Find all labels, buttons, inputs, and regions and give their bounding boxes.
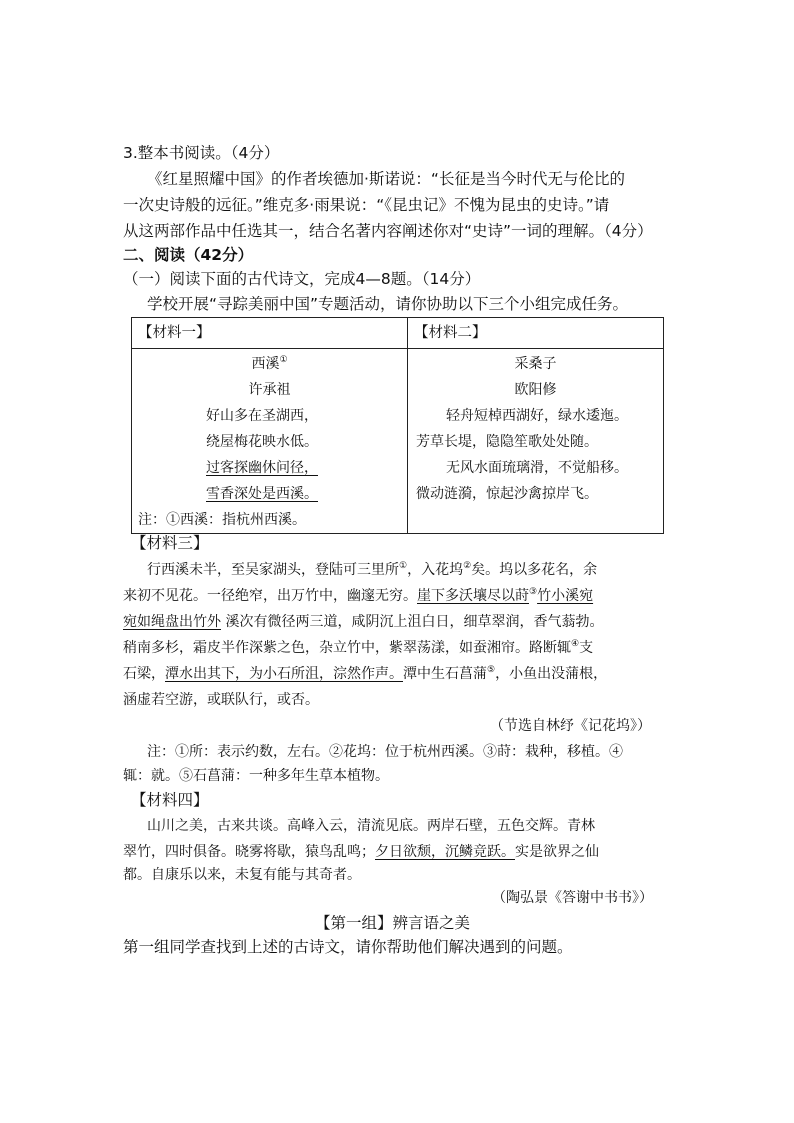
material-3-line-2-a: 来初不见花。一径绝窄，出万竹中，幽邃无穷。 xyxy=(123,588,417,604)
poem-1-title-note: ① xyxy=(279,355,288,365)
material-2-cell xyxy=(408,349,664,534)
material-4-line-2-b: 实是欲界之仙 xyxy=(515,844,599,860)
section-2-heading: 二、阅读（42分） xyxy=(123,246,254,264)
footnote-ref-4: ④ xyxy=(571,639,580,649)
group-1-text: 第一组同学查找到上述的古诗文，请你帮助他们解决遇到的问题。 xyxy=(123,938,573,956)
footnote-ref-1: ① xyxy=(399,561,408,571)
material-3-line-3-underlined: 宛如绳盘出竹外 xyxy=(123,614,221,630)
material-3-line-2 xyxy=(123,585,593,607)
material-3-line-2-underlined: 崖下多沃壤尽以莳 xyxy=(417,588,529,604)
material-3-line-2-underlined-2: 竹小溪宛 xyxy=(537,588,594,604)
material-3-line-4 xyxy=(123,637,593,659)
material-4-line-3: 都。自康乐以来，未复有能与其奇者。 xyxy=(123,867,361,883)
material-4-line-2 xyxy=(123,841,599,863)
material-4-header: 【材料四】 xyxy=(131,791,209,809)
material-3-line-5 xyxy=(123,663,607,685)
poem-1-line-2: 绕屋梅花映水低。 xyxy=(206,434,318,450)
material-3-line-6: 涵虚若空游，或联队行，或否。 xyxy=(123,692,319,708)
poem-2-line-3: 无风水面琉璃滑，不觉船移。 xyxy=(446,460,628,476)
material-4-source: （陶弘景《答谢中书书》） xyxy=(492,890,653,906)
material-3-line-4-a: 稍南多杉，霜皮半作深紫之色，杂立竹中，紫翠荡漾，如蚕湘帘。路断辄 xyxy=(123,640,571,656)
material-4-line-2-underlined: 夕日欲颓，沉鳞竞跃。 xyxy=(375,844,515,860)
material-3-line-5-c: ，小鱼出没蒲根， xyxy=(495,666,608,682)
material-1-header: 【材料一】 xyxy=(132,318,408,349)
poem-2-title: 采桑子 xyxy=(514,356,557,372)
material-1-cell xyxy=(132,349,408,534)
section-2-intro: 学校开展“寻踪美丽中国”专题活动，请你协助以下三个小组完成任务。 xyxy=(147,295,629,313)
footnote-ref-3: ③ xyxy=(529,587,538,597)
footnote-ref-2: ② xyxy=(463,561,472,571)
poem-1-line-3: 过客探幽休问径， xyxy=(206,460,318,476)
material-4-line-1: 山川之美，古来共谈。高峰入云，清流见底。两岸石壁，五色交辉。青林 xyxy=(147,818,595,834)
poem-2-line-2: 芳草长堤，隐隐笙歌处处随。 xyxy=(416,434,598,450)
question-3-line-1: 《红星照耀中国》的作者埃德加·斯诺说：“长征是当今时代无与伦比的 xyxy=(147,170,625,188)
material-3-line-1-a: 行西溪未半，至吴家湖头，登陆可三里所 xyxy=(147,562,399,578)
material-3-note-line-1: 注：①所：表示约数，左右。②花坞：位于杭州西溪。③莳：栽种，移植。④ xyxy=(147,744,623,760)
material-3-line-4-b: 支 xyxy=(579,640,594,656)
material-3-line-3-b: 溪次有微径两三道，咸阴沉上沮白日，细草翠润，香气蓊勃。 xyxy=(225,614,604,630)
materials-table xyxy=(131,317,664,534)
question-3-line-3: 从这两部作品中任选其一，结合名著内容阐述你对“史诗”一词的理解。（4分） xyxy=(123,222,653,240)
poem-1-line-1: 好山多在圣湖西， xyxy=(206,408,318,424)
question-3-title: 3.整本书阅读。（4分） xyxy=(123,144,280,162)
poem-1-author: 许承祖 xyxy=(248,382,291,398)
material-3-header: 【材料三】 xyxy=(131,534,209,552)
poem-1-note: 注：①西溪：指杭州西溪。 xyxy=(138,512,306,528)
poem-1-title: 西溪 xyxy=(251,356,280,372)
poem-1-title-line xyxy=(132,351,407,377)
material-2-header: 【材料二】 xyxy=(408,318,664,349)
section-2-subheading: （一）阅读下面的古代诗文，完成4—8题。（14分） xyxy=(123,270,481,288)
material-3-note-line-2: 辄：就。⑤石菖蒲：一种多年生草本植物。 xyxy=(123,768,389,784)
poem-2-author: 欧阳修 xyxy=(514,382,557,398)
material-3-line-5-b: 潭中生石菖蒲 xyxy=(403,666,487,682)
material-4-line-2-a: 翠竹，四时俱备。晓雾将歇，猿鸟乱鸣； xyxy=(123,844,375,860)
material-3-line-1-c: 矣。坞以多花名，余 xyxy=(471,562,598,578)
footnote-ref-5: ⑤ xyxy=(487,665,496,675)
material-3-line-5-underlined: 潭水出其下，为小石所沮，淙然作声。 xyxy=(165,666,403,682)
question-3-line-2: 一次史诗般的远征。”维克多·雨果说：“《昆虫记》不愧为昆虫的史诗。”请 xyxy=(123,196,610,214)
poem-2-line-4: 微动涟漪，惊起沙禽掠岸飞。 xyxy=(416,486,598,502)
material-3-line-5-a: 石梁， xyxy=(123,666,165,682)
poem-2-line-1: 轻舟短棹西湖好，绿水逶迤。 xyxy=(446,408,628,424)
material-3-line-1 xyxy=(147,559,597,581)
poem-1-line-4: 雪香深处是西溪。 xyxy=(206,486,318,502)
material-3-line-1-b: ，入花坞 xyxy=(407,562,464,578)
material-3-source: （节选自林纾《记花坞》） xyxy=(490,718,651,734)
material-3-line-3 xyxy=(123,611,603,633)
group-1-heading: 【第一组】辨言语之美 xyxy=(315,914,471,932)
